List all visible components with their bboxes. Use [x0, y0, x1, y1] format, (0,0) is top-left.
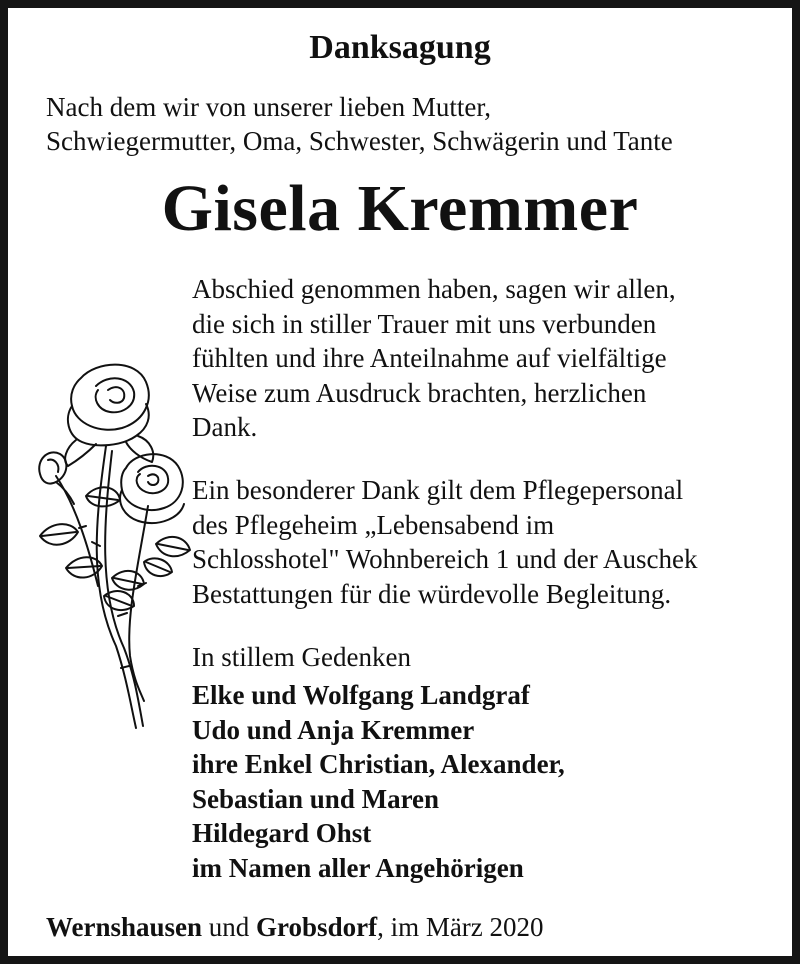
closing-line: In stillem Gedenken [192, 642, 411, 672]
footer-connector: und [202, 912, 257, 942]
roses-icon [26, 356, 196, 736]
mourner-line: ihre Enkel Christian, Alexander, [192, 749, 565, 779]
deceased-name: Gisela Kremmer [161, 172, 639, 245]
paragraph-line: Schlosshotel" Wohnbereich 1 und der Auschek [192, 544, 698, 574]
mourners-list [192, 678, 565, 885]
mourner-line: Hildegard Ohst [192, 818, 372, 848]
mourner-line: Udo und Anja Kremmer [192, 714, 475, 745]
intro-line: Nach dem wir von unserer lieben Mutter, [46, 92, 492, 122]
paragraph-line: Ein besonderer Dank gilt dem Pflegepersonal [192, 475, 684, 505]
thanks-paragraph [192, 272, 676, 445]
footer-place2: Grobsdorf [256, 912, 378, 942]
mourner-line: im Namen aller Angehörigen [192, 852, 524, 883]
heading: Danksagung [309, 29, 491, 66]
mourner-line: Sebastian und Maren [192, 783, 440, 814]
footer-place-date [46, 910, 544, 944]
footer-place1: Wernshausen [46, 912, 203, 942]
intro-line: Schwiegermutter, Oma, Schwester, Schwägerin und Tante [46, 126, 673, 156]
paragraph-line: Weise zum Ausdruck brachten, herzlichen [192, 377, 647, 408]
special-thanks-paragraph [192, 473, 698, 611]
paragraph-line: des Pflegeheim „Lebensabend im [192, 509, 555, 540]
mourner-line: Elke und Wolfgang Landgraf [192, 680, 530, 710]
paragraph-line: fühlten und ihre Anteilnahme auf vielfältige [192, 343, 667, 373]
paragraph-line: Bestattungen für die würdevolle Begleitung. [192, 578, 672, 609]
paragraph-line: Abschied genommen haben, sagen wir allen, [192, 274, 676, 304]
paragraph-line: die sich in stiller Trauer mit uns verbunden [192, 308, 657, 339]
intro-text [46, 90, 673, 158]
footer-date: , im März 2020 [377, 912, 544, 942]
paragraph-line: Dank. [192, 412, 258, 442]
